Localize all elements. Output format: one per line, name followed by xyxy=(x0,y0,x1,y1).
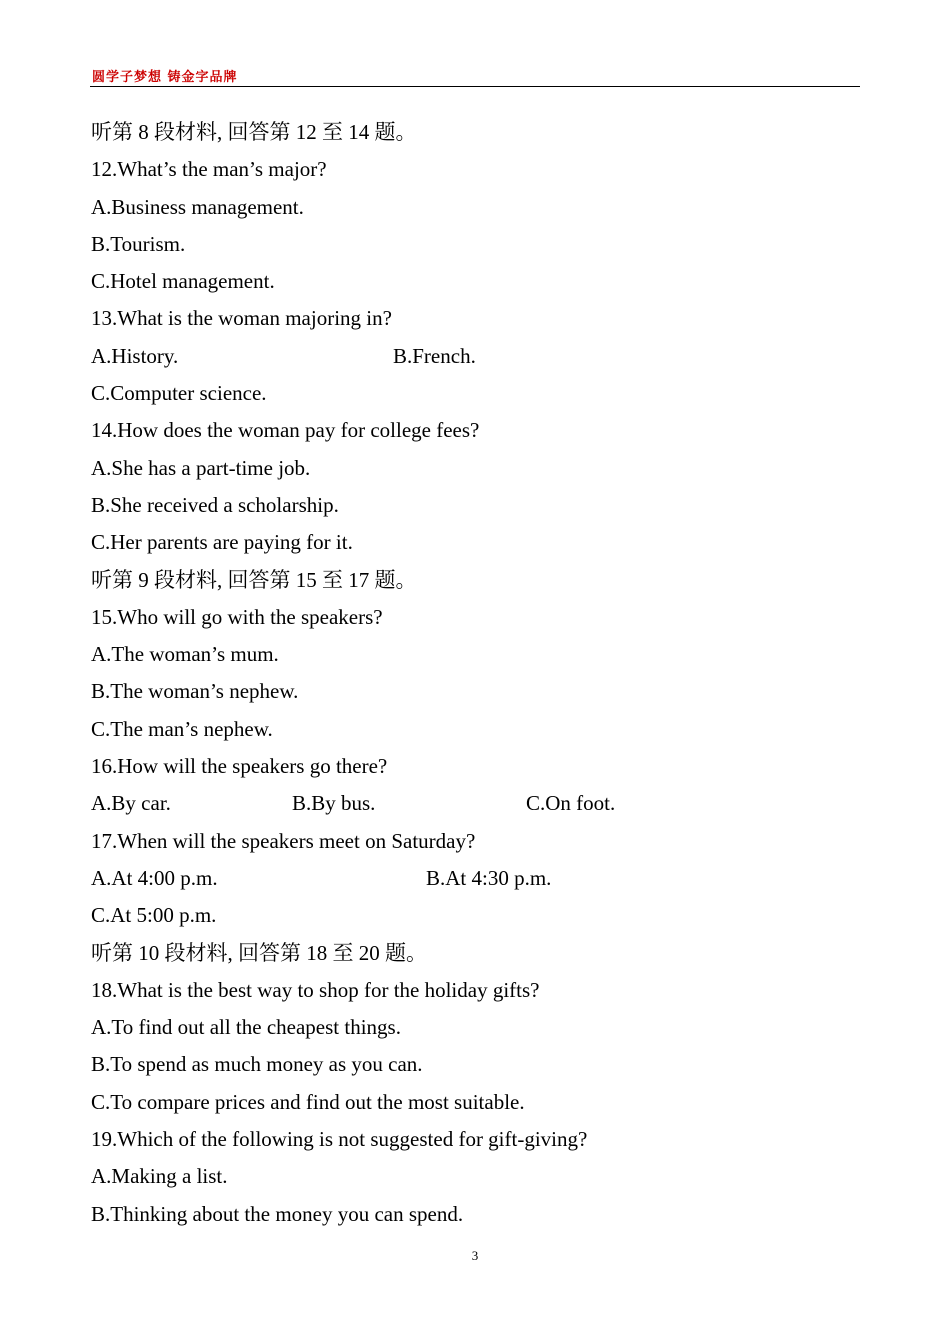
question-14-option-a: A.She has a part-time job. xyxy=(91,455,311,480)
question-13-option-a: A.History. xyxy=(91,343,179,368)
question-13-option-c: C.Computer science. xyxy=(91,381,267,406)
question-14-option-c: C.Her parents are paying for it. xyxy=(91,530,353,555)
question-17-options-row xyxy=(91,860,861,897)
question-12-option-a: A.Business management. xyxy=(91,194,304,219)
question-15-option-c: C.The man’s nephew. xyxy=(91,716,273,741)
question-17-option-c: C.At 5:00 p.m. xyxy=(91,903,217,928)
question-16-option-b: B.By bus. xyxy=(292,791,376,816)
question-12-option-b: B.Tourism. xyxy=(91,231,186,256)
question-18-option-b: B.To spend as much money as you can. xyxy=(91,1052,423,1077)
header-rule xyxy=(90,86,860,87)
question-18-stem: 18.What is the best way to shop for the holiday gifts? xyxy=(91,977,540,1002)
question-18-option-c: C.To compare prices and find out the most suitable. xyxy=(91,1089,525,1114)
question-15-option-a: A.The woman’s mum. xyxy=(91,642,279,667)
question-17-stem: 17.When will the speakers meet on Saturday? xyxy=(91,828,476,853)
question-15-option-b: B.The woman’s nephew. xyxy=(91,679,299,704)
question-16-options-row xyxy=(91,785,861,822)
question-16-option-c: C.On foot. xyxy=(526,791,616,816)
page-number: 3 xyxy=(471,1248,479,1263)
question-16-stem: 16.How will the speakers go there? xyxy=(91,754,388,779)
section-heading-10: 听第 10 段材料, 回答第 18 至 20 题。 xyxy=(91,940,427,965)
question-19-stem: 19.Which of the following is not suggested for gift-giving? xyxy=(91,1127,588,1152)
question-16-option-a: A.By car. xyxy=(91,791,171,816)
section-heading-8: 听第 8 段材料, 回答第 12 至 14 题。 xyxy=(91,120,417,144)
question-12-option-c: C.Hotel management. xyxy=(91,269,275,294)
question-12-stem: 12.What’s the man’s major? xyxy=(91,157,327,182)
question-17-option-b: B.At 4:30 p.m. xyxy=(426,865,552,890)
question-list xyxy=(91,114,861,1233)
question-18-option-a: A.To find out all the cheapest things. xyxy=(91,1015,401,1040)
question-19-option-b: B.Thinking about the money you can spend. xyxy=(91,1201,464,1226)
question-14-option-b: B.She received a scholarship. xyxy=(91,492,339,517)
header-brand: 圆学子梦想 铸金字品牌 xyxy=(92,70,238,85)
question-14-stem: 14.How does the woman pay for college fees? xyxy=(91,418,480,443)
section-heading-9: 听第 9 段材料, 回答第 15 至 17 题。 xyxy=(91,567,417,592)
question-13-options-row xyxy=(91,338,861,375)
question-13-option-b: B.French. xyxy=(393,343,476,368)
question-15-stem: 15.Who will go with the speakers? xyxy=(91,604,383,629)
question-17-option-a: A.At 4:00 p.m. xyxy=(91,865,218,890)
question-19-option-a: A.Making a list. xyxy=(91,1164,228,1189)
question-13-stem: 13.What is the woman majoring in? xyxy=(91,306,392,331)
